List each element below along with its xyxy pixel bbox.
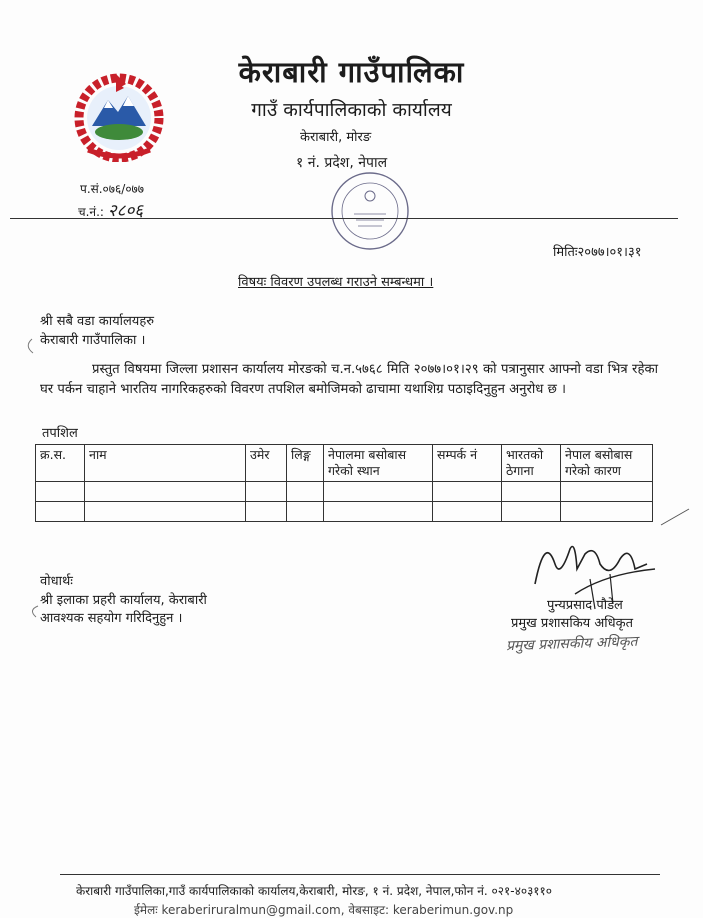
table-header: सम्पर्क नं [433, 445, 502, 482]
reference-number: प.सं.०७६/०७७ [80, 182, 145, 196]
table-header-row [36, 445, 653, 482]
footer-email: ईमेलः keraberiruralmun@gmail.com, वेबसाइट: keraberimun.gov.np [134, 903, 514, 917]
table-header: लिङ्ग [287, 445, 324, 482]
table-header: नेपाल बसोबास गरेको कारण [561, 445, 653, 482]
address-line-1: केराबारी, मोरङ [300, 130, 372, 145]
table-header: क्र.स. [36, 445, 85, 482]
letter-body: प्रस्तुत विषयमा जिल्ला प्रशासन कार्यालय मोरङको च.न.५७६८ मिति २०७७।०१।२९ को पत्रानुसार आफ्नो वडा भित्र रहेका घर पर्कन चाहाने भारतिय नागरिकहरुको विवरण तपशिल बमोजिमको ढाचामा यथाशिग्र पठाइदिनुहुन अनुरोध छ । [40, 362, 658, 397]
margin-mark-icon [26, 604, 40, 618]
header-divider [10, 218, 678, 219]
details-label: तपशिल [42, 426, 78, 441]
office-title: केराबारी गाउँपालिका [238, 55, 465, 89]
cc-line-1: श्री इलाका प्रहरी कार्यालय, केराबारी [40, 593, 207, 608]
letter-date: मितिः२०७७।०१।३१ [553, 245, 642, 260]
table-row [36, 502, 653, 522]
dispatch-number-value: २८०६ [107, 201, 144, 221]
signatory-name: पुन्यप्रसाद पौडेल [547, 598, 623, 613]
address-line-2: १ नं. प्रदेश, नेपाल [296, 155, 388, 171]
dispatch-number-label: च.नं.: [78, 205, 104, 219]
recipient-line-2: केराबारी गाउँपालिका । [40, 333, 146, 348]
table-header: नेपालमा बसोबास गरेको स्थान [324, 445, 433, 482]
letter-subject: विषयः विवरण उपलब्ध गराउने सम्बन्धमा । [238, 275, 434, 290]
signatory-title: प्रमुख प्रशासकिय अधिकृत [511, 616, 634, 631]
footer-contact: केराबारी गाउँपालिका,गाउँ कार्यपालिकाको कार्यालय,केराबारी, मोरङ, १ नं. प्रदेश, नेपाल,फोन नं. ०२१-४०३११० [76, 884, 553, 898]
office-round-stamp-icon [320, 166, 420, 256]
office-subtitle: गाउँ कार्यपालिकाको कार्यालय [251, 99, 452, 121]
margin-mark-icon [22, 338, 34, 354]
cc-line-2: आवश्यक सहयोग गरिदिनुहुन । [40, 611, 183, 626]
footer-divider [60, 874, 660, 875]
cc-heading: वोधार्थः [40, 574, 73, 589]
table-header: उमेर [246, 445, 287, 482]
table-header: भारतको ठेगाना [502, 445, 561, 482]
designation-stamp: प्रमुख प्रशासकीय अधिकृत [505, 633, 638, 655]
details-table [35, 444, 653, 522]
recipient-line-1: श्री सबै वडा कार्यालयहरु [40, 314, 155, 329]
table-row [36, 482, 653, 502]
table-header: नाम [85, 445, 246, 482]
